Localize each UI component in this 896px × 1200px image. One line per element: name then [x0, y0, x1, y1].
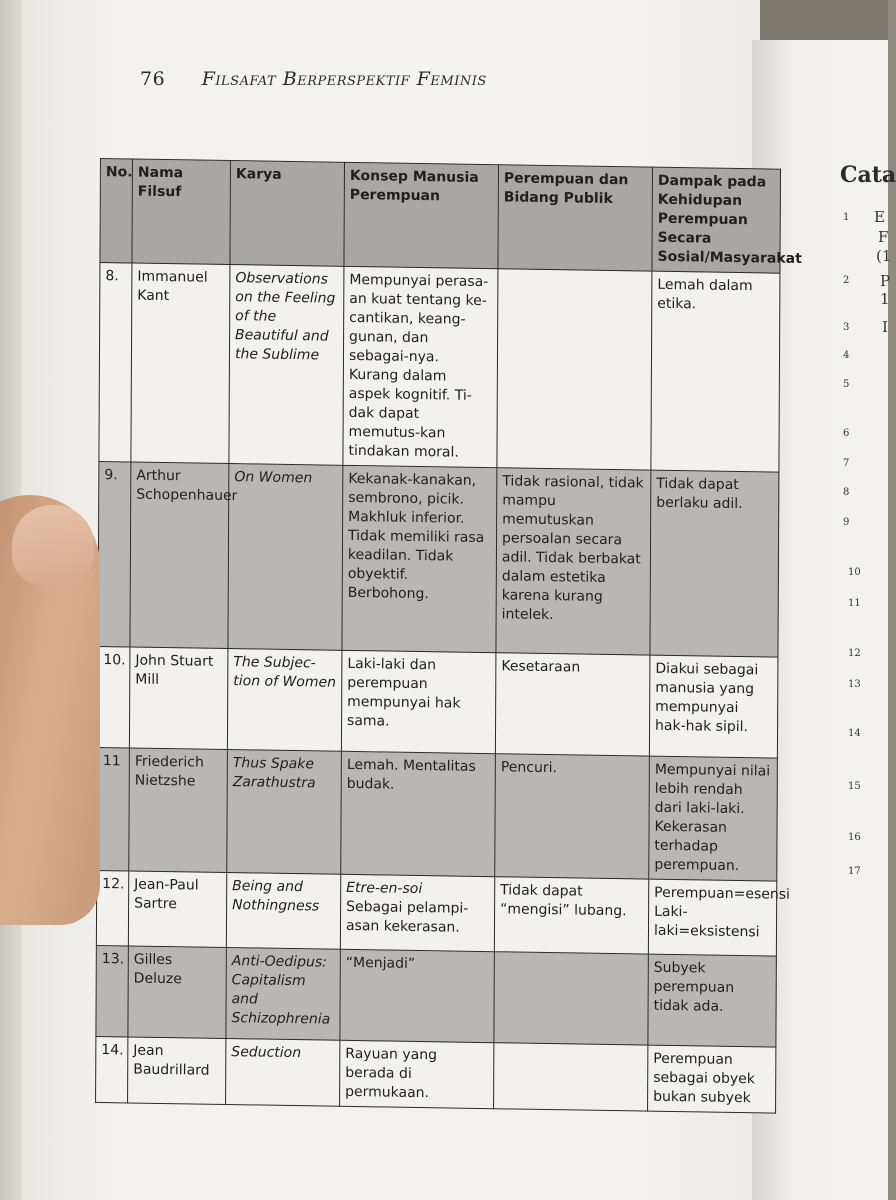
header-impact: Dampak pada Kehidupan Perempuan Secara Sosial/Masyarakat	[652, 167, 781, 273]
cell-no: 10.	[97, 646, 130, 747]
cell-no: 8.	[99, 263, 132, 462]
table-row	[96, 945, 776, 1047]
cell-concept: Rayuan yang berada di permukaan.	[340, 1040, 494, 1108]
table-row	[96, 870, 776, 956]
cell-impact: Subyek perempuan tidak ada.	[648, 954, 776, 1047]
cell-public	[494, 1043, 648, 1111]
cell-no: 11	[97, 747, 130, 870]
cell-name: Arthur Schopenhauer	[130, 462, 229, 649]
footnote-number: 12	[848, 648, 861, 659]
footnote-number: 17	[848, 866, 861, 877]
table-header-row	[100, 159, 781, 274]
header-public: Perempuan dan Bidang Publik	[498, 165, 653, 271]
cell-impact: Diakui sebagai manusia yang mempunyai hak-hak sipil.	[649, 655, 778, 758]
cell-name: John Stuart Mill	[129, 647, 228, 750]
cell-concept	[340, 874, 494, 951]
facing-page-letter: E	[874, 208, 885, 226]
cell-public: Tidak rasional, tidak mampu memutuskan persoalan secara adil. Tidak berbakat dalam estetika karena kurang intelek.	[496, 468, 651, 655]
header-no: No.	[100, 159, 133, 263]
cell-impact: Perempuan sebagai obyek bukan subyek	[648, 1045, 776, 1113]
table-row	[98, 461, 779, 657]
footnote-number: 4	[843, 350, 850, 361]
cell-impact: Lemah dalam etika.	[651, 271, 780, 472]
cell-no: 12.	[96, 870, 128, 945]
footnote-number: 11	[848, 598, 861, 609]
philosophers-table-wrap	[95, 158, 802, 1107]
running-title: Filsafat Berperspektif Feminis	[201, 68, 487, 90]
footnote-number: 6	[843, 428, 850, 439]
concept-italic: Etre-en-soi	[346, 879, 423, 898]
footnote-number: 3	[843, 322, 850, 333]
cell-public	[494, 952, 648, 1045]
header-work: Karya	[230, 161, 345, 267]
cell-name: Friederich Nietzshe	[129, 748, 228, 873]
header-name: Nama Filsuf	[132, 159, 231, 265]
cell-public	[497, 269, 652, 470]
cell-public: Pencuri.	[495, 754, 650, 879]
cell-work: Observations on the Feeling of the Beautiful and the Sublime	[229, 265, 344, 466]
facing-page-letter: P	[880, 272, 891, 290]
cell-name: Immanuel Kant	[131, 263, 230, 464]
cell-concept: Laki-laki dan perempuan mempunyai hak sama.	[341, 650, 496, 753]
facing-page-letter: I	[882, 318, 888, 336]
concept-text: Sebagai pelampi-asan kekerasan.	[345, 898, 469, 936]
footnote-number: 10	[848, 567, 861, 578]
cell-concept: Kekanak-kanakan, sembrono, picik. Makhluk inferior. Tidak memiliki rasa keadilan. Tidak obyektif. Berbohong.	[342, 465, 497, 652]
cell-no: 14.	[96, 1036, 128, 1102]
cell-name: Gilles Deluze	[128, 946, 226, 1039]
cell-work: Thus Spake Zarathustra	[227, 750, 342, 875]
cell-name: Jean-Paul Sartre	[128, 871, 226, 948]
cell-impact: Tidak dapat berlaku adil.	[650, 470, 779, 657]
cell-work: Seduction	[226, 1038, 340, 1106]
cell-public: Kesetaraan	[495, 653, 650, 756]
table-row	[97, 747, 778, 881]
cell-impact: Mempunyai nilai lebih rendah dari laki-laki. Kekerasan terhadap perempuan.	[649, 756, 778, 881]
cell-no: 13.	[96, 945, 128, 1036]
cell-work: Anti-Oedipus: Capitalism and Schizophrenia	[226, 947, 340, 1040]
table-row	[96, 1036, 776, 1113]
facing-page-heading: Cata	[840, 162, 896, 188]
footnote-number: 1	[843, 212, 850, 223]
cell-work: On Women	[228, 464, 343, 651]
footnote-number: 13	[848, 679, 861, 690]
facing-page-letter: F	[878, 228, 889, 246]
cell-concept: “Menjadi”	[340, 949, 494, 1042]
thumbnail-nail	[12, 505, 94, 585]
facing-page-letter: (1	[876, 247, 892, 265]
cell-concept: Lemah. Mentalitas budak.	[341, 751, 496, 876]
cell-work: The Subjec-tion of Women	[227, 649, 342, 752]
philosophers-table	[95, 158, 802, 1114]
cell-concept: Mempunyai perasa-an kuat tentang ke-cantikan, keang-gunan, dan sebagai-nya. Kurang dalam aspek kognitif. Ti-dak dapat memutus-kan tindakan moral.	[343, 266, 498, 467]
cell-work: Being and Nothingness	[226, 873, 340, 950]
footnote-number: 2	[843, 275, 850, 286]
facing-page-letter: 1	[880, 290, 890, 308]
header-concept: Konsep Manusia Perempuan	[344, 162, 499, 268]
cell-no: 9.	[98, 461, 131, 646]
footnote-number: 15	[848, 781, 861, 792]
cell-name: Jean Baudrillard	[128, 1037, 226, 1105]
footnote-number: 8	[843, 487, 850, 498]
page-header	[140, 68, 487, 90]
cell-impact: Perempuan=esensi Laki-laki=eksistensi	[648, 879, 776, 956]
footnote-number: 14	[848, 728, 861, 739]
footnote-number: 7	[843, 458, 850, 469]
page-number: 76	[140, 68, 166, 90]
footnote-number: 16	[848, 832, 861, 843]
table-row	[97, 646, 778, 758]
table-row	[99, 263, 780, 473]
footnote-number: 9	[843, 517, 850, 528]
cell-public: Tidak dapat “mengisi” lubang.	[494, 877, 648, 954]
footnote-number: 5	[843, 379, 850, 390]
